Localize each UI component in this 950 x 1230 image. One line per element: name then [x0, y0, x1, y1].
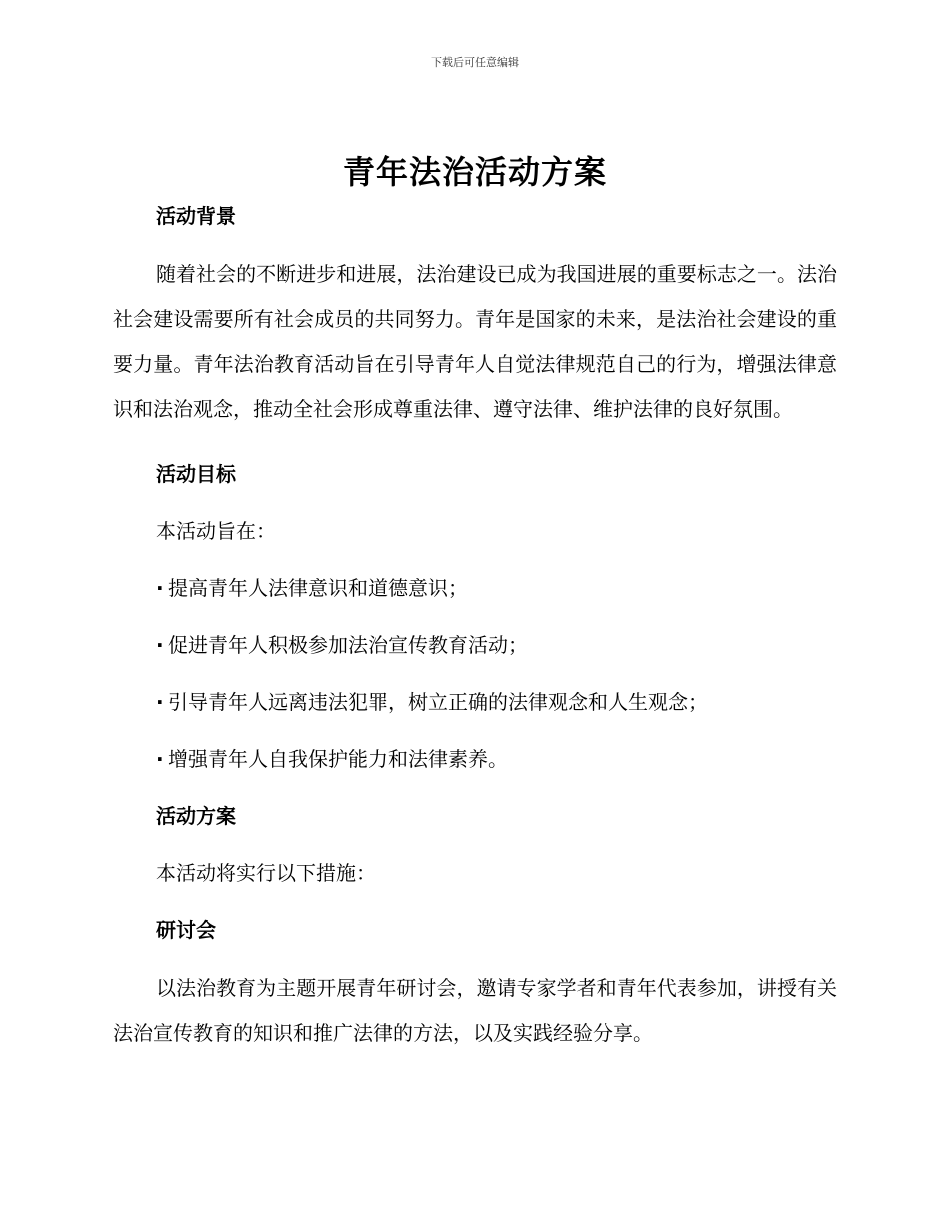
goals-intro: 本活动旨在：: [156, 519, 276, 543]
goal-item-text: 引导青年人远离违法犯罪，树立正确的法律观念和人生观念；: [168, 690, 708, 714]
section-heading-plan: 活动方案: [156, 804, 236, 828]
goal-item-text: 促进青年人积极参加法治宣传教育活动；: [168, 633, 528, 657]
document-body: [113, 150, 837, 1056]
bullet-dot-icon: ·: [156, 690, 164, 714]
goal-item: [113, 631, 837, 659]
goal-item: [113, 574, 837, 602]
seminar-paragraph: 以法治教育为主题开展青年研讨会，邀请专家学者和青年代表参加，讲授有关法治宣传教育的知识和推广法律的方法，以及实践经验分享。: [113, 976, 837, 1045]
goal-item-text: 提高青年人法律意识和道德意识；: [168, 576, 468, 600]
goal-item-text: 增强青年人自我保护能力和法律素养。: [168, 747, 508, 771]
document-title: 青年法治活动方案: [342, 153, 607, 191]
background-paragraph: 随着社会的不断进步和进展，法治建设已成为我国进展的重要标志之一。法治社会建设需要所有社会成员的共同努力。青年是国家的未来，是法治社会建设的重要力量。青年法治教育活动旨在引导青年人自觉法律规范自己的行为，增强法律意识和法治观念，推动全社会形成尊重法律、遵守法律、维护法律的良好氛围。: [113, 262, 837, 421]
plan-intro: 本活动将实行以下措施：: [156, 861, 376, 885]
bullet-dot-icon: ·: [156, 633, 164, 657]
section-heading-seminar: 研讨会: [156, 918, 216, 942]
goal-item: [113, 745, 837, 773]
section-heading-background: 活动背景: [156, 204, 236, 228]
section-heading-goals: 活动目标: [156, 462, 236, 486]
bullet-dot-icon: ·: [156, 576, 164, 600]
bullet-dot-icon: ·: [156, 747, 164, 771]
goal-item: [113, 688, 837, 716]
page-header-note: 下载后可任意编辑: [431, 56, 519, 69]
